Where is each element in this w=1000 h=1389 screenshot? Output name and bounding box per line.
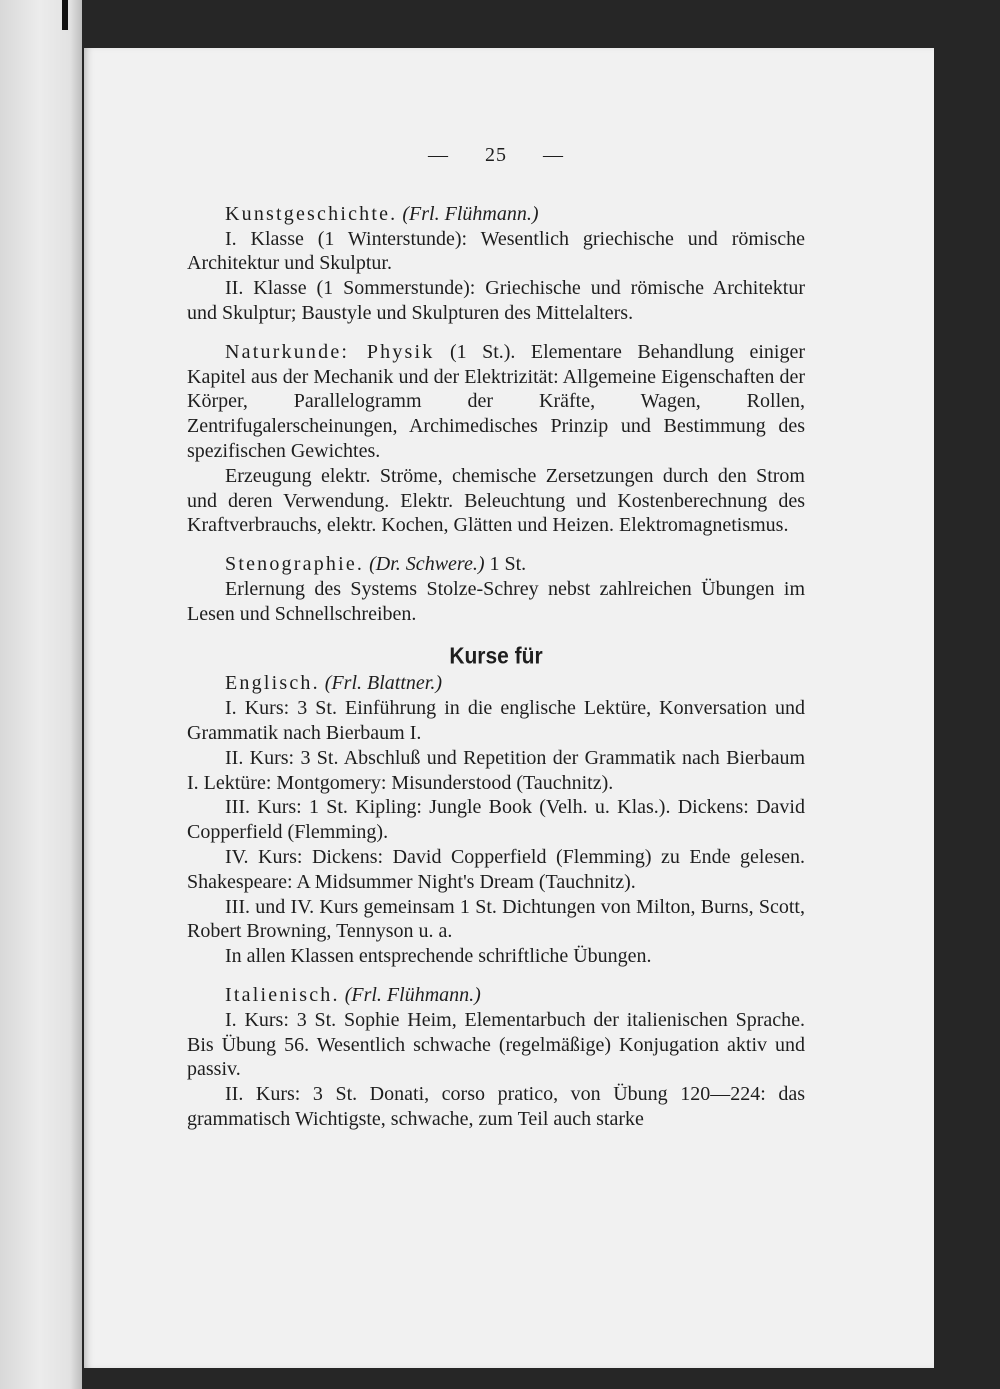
book-page (84, 48, 934, 1368)
kunst-teacher: (Frl. Flühmann.) (402, 202, 539, 225)
kurse-heading: Kurse für (449, 643, 543, 669)
page-number: 25 (485, 144, 507, 166)
englisch-paragraph-2: II. Kurs: 3 St. Abschluß und Repetition der Grammatik nach Bierbaum I. Lektüre: Montgomery: Misunderstood (Tauchnitz). (187, 746, 805, 794)
englisch-paragraph-6: In allen Klassen entsprechende schriftliche Übungen. (225, 945, 652, 968)
englisch-title: Englisch. (225, 672, 320, 695)
kunst-heading-line (187, 202, 805, 227)
previous-page-edge (0, 0, 82, 1389)
binding-shadow (62, 0, 68, 30)
englisch-paragraph-4: IV. Kurs: Dickens: David Copperfield (Flemming) zu Ende gelesen. Shakespeare: A Midsummer Night's Dream (Tauchnitz). (187, 845, 805, 893)
natur-paragraph-2: Erzeugung elektr. Ströme, chemische Zersetzungen durch den Strom und deren Verwendung. Elektr. Beleuchtung und Kostenberechnung des Kraftverbrauchs, elektr. Kochen, Glätten und Heizen. Elektromagnetismus. (187, 464, 805, 537)
natur-text: (1 St.). Elementare Behandlung einiger Kapitel aus der Mechanik und der Elektrizität: Allgemeine Eigenschaften der Körper, Parallelogramm der Kräfte, Wagen, Rollen, Zentrifugalerscheinungen, Archimedisches Prinzip und Bestimmung des spezifischen Gewichtes. (187, 340, 805, 462)
steno-paragraph-1: Erlernung des Systems Stolze-Schrey nebst zahlreichen Übungen im Lesen und Schnellschreiben. (187, 577, 805, 625)
englisch-heading-line (187, 671, 805, 696)
italienisch-paragraph-1: I. Kurs: 3 St. Sophie Heim, Elementarbuch der italienischen Sprache. Bis Übung 56. Wesentlich schwache (regelmäßige) Konjugation aktiv und passiv. (187, 1008, 805, 1081)
steno-teacher: (Dr. Schwere.) (369, 553, 485, 576)
steno-hours: 1 St. (489, 553, 527, 576)
steno-heading-line (187, 552, 805, 577)
italienisch-teacher: (Frl. Flühmann.) (344, 983, 481, 1006)
kunst-title: Kunstgeschichte. (225, 202, 398, 225)
natur-title: Naturkunde: Physik (225, 340, 435, 363)
englisch-paragraph-1: I. Kurs: 3 St. Einführung in die englische Lektüre, Konversation und Grammatik nach Bierbaum I. (187, 697, 805, 744)
kunst-paragraph-2: II. Klasse (1 Sommerstunde): Griechische und römische Architektur und Skulptur; Baustyle und Skulpturen des Mittelalters. (187, 277, 805, 324)
italienisch-title: Italienisch. (225, 983, 340, 1006)
page-content (187, 143, 805, 1132)
kunst-paragraph-1: I. Klasse (1 Winterstunde): Wesentlich griechische und römische Architektur und Skulptur. (187, 227, 805, 275)
englisch-paragraph-3: III. Kurs: 1 St. Kipling: Jungle Book (Velh. u. Klas.). Dickens: David Copperfield (Flemming). (187, 796, 805, 844)
page-number-dash-right: — (543, 144, 564, 166)
englisch-paragraph-5: III. und IV. Kurs gemeinsam 1 St. Dichtungen von Milton, Burns, Scott, Robert Browning, Tennyson u. a. (187, 895, 805, 943)
natur-paragraph-1 (187, 340, 805, 464)
italienisch-paragraph-2: II. Kurs: 3 St. Donati, corso pratico, von Übung 120—224: das grammatisch Wichtigste, schwache, zum Teil auch starke (187, 1083, 805, 1130)
steno-title: Stenographie. (225, 553, 365, 576)
page-number-dash-left: — (428, 144, 449, 166)
englisch-teacher: (Frl. Blattner.) (324, 672, 443, 695)
italienisch-heading-line (187, 983, 805, 1008)
page-number-line (187, 143, 805, 168)
